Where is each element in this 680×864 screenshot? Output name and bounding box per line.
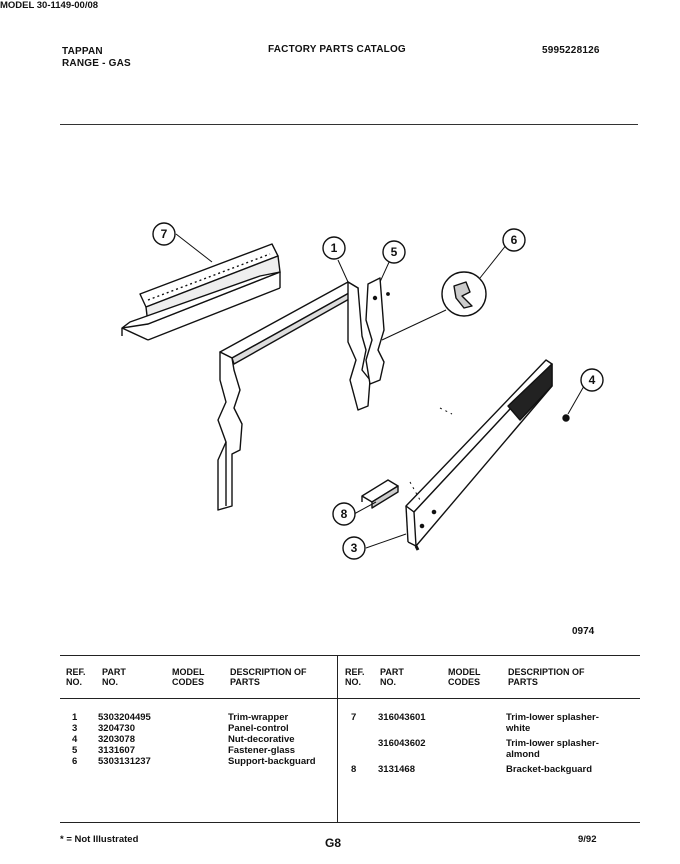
table-row-ref: 5 <box>72 745 78 756</box>
table-column-divider <box>337 656 338 822</box>
part-4-nut <box>563 415 569 421</box>
table-row-ref: 7 <box>351 712 357 723</box>
part-7-trim-splasher <box>122 244 280 340</box>
part-1-trim-wrapper <box>218 282 370 510</box>
callout-1-label: 1 <box>330 241 338 255</box>
header-description-right: DESCRIPTION OF PARTS <box>508 667 585 687</box>
table-row-desc: Trim-lower splasher-white <box>506 712 599 734</box>
table-row-part: 5303204495 <box>98 712 151 723</box>
table-top-rule <box>60 655 640 656</box>
header-ref-no: REF. NO. <box>66 667 86 687</box>
table-row-part: 316043602 <box>378 738 426 749</box>
part-5-fastener <box>366 278 389 384</box>
figure-number: 0974 <box>572 626 595 637</box>
header-part-no-right: PART NO. <box>380 667 404 687</box>
header-description: DESCRIPTION OF PARTS <box>230 667 307 687</box>
not-illustrated-note: * = Not Illustrated <box>60 834 139 845</box>
table-row-ref: 1 <box>72 712 78 723</box>
table-row-part: 3131468 <box>378 764 415 775</box>
table-row-desc: Panel-control <box>228 723 289 734</box>
callout-3-label: 3 <box>350 541 358 555</box>
table-header-rule <box>60 698 640 699</box>
revision-date: 9/92 <box>578 834 597 845</box>
table-row-desc: Support-backguard <box>228 756 316 767</box>
part-8-bracket <box>362 480 398 508</box>
brand-name: TAPPAN <box>62 46 103 57</box>
table-row-ref: 4 <box>72 734 78 745</box>
table-row-ref: 6 <box>72 756 78 767</box>
header-model-codes: MODEL CODES <box>172 667 205 687</box>
callout-5-label: 5 <box>390 245 398 259</box>
callout-7-label: 7 <box>160 227 168 241</box>
catalog-title: FACTORY PARTS CATALOG <box>268 44 406 55</box>
table-row-desc: Trim-lower splasher-almond <box>506 738 599 760</box>
exploded-parts-diagram <box>100 210 620 590</box>
part-6-support <box>382 272 486 340</box>
page-number: G8 <box>325 836 342 850</box>
table-row-part: 316043601 <box>378 712 426 723</box>
table-row-desc: Nut-decorative <box>228 734 295 745</box>
brand-block <box>62 46 131 70</box>
table-row-part: 3203078 <box>98 734 135 745</box>
callout-4-label: 4 <box>588 373 596 387</box>
table-bottom-rule <box>60 822 640 823</box>
table-row-ref: 8 <box>351 764 357 775</box>
table-row-part: 5303131237 <box>98 756 151 767</box>
header-model-codes-right: MODEL CODES <box>448 667 481 687</box>
part-3-panel-control <box>406 360 552 550</box>
header-divider <box>60 124 638 125</box>
table-row-part: 3131607 <box>98 745 135 756</box>
callout-8-label: 8 <box>340 507 348 521</box>
table-row-desc: Fastener-glass <box>228 745 296 756</box>
catalog-number: 5995228126 <box>542 45 600 56</box>
model-number: MODEL 30-1149-00/08 <box>0 0 99 11</box>
table-row-desc: Trim-wrapper <box>228 712 289 723</box>
product-type: RANGE - GAS <box>62 58 131 69</box>
table-row-ref: 3 <box>72 723 78 734</box>
table-row-part: 3204730 <box>98 723 135 734</box>
header-part-no: PART NO. <box>102 667 126 687</box>
table-row-desc: Bracket-backguard <box>506 764 593 775</box>
callout-6-label: 6 <box>510 233 518 247</box>
header-ref-no-right: REF. NO. <box>345 667 365 687</box>
